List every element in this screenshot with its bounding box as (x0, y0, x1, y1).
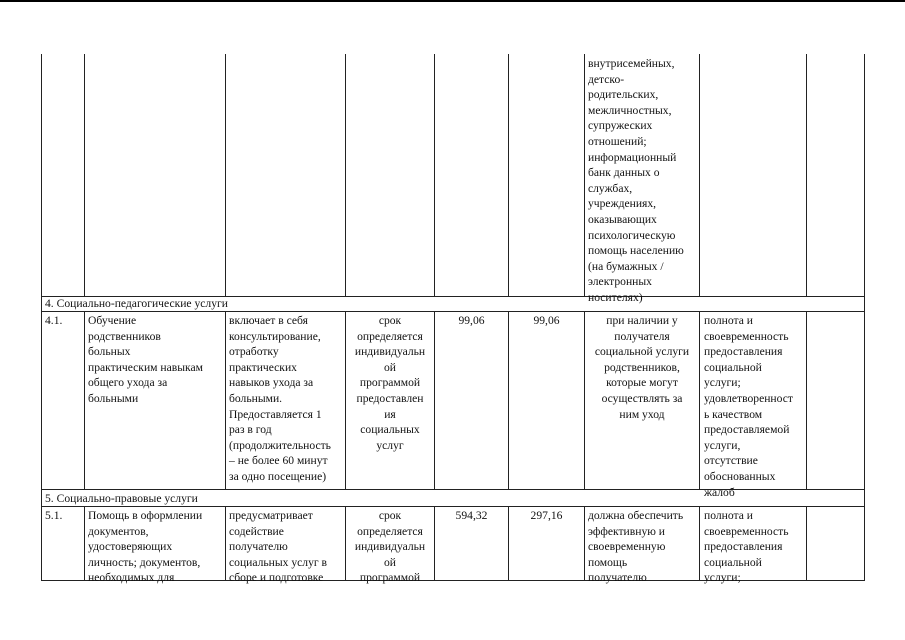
column-divider (508, 311, 509, 489)
column-divider (806, 311, 807, 489)
tariff-value-2: 297,16 (530, 509, 563, 522)
column-divider (225, 311, 226, 489)
column-divider (345, 54, 346, 296)
expected-results-cell: внутрисемейных, детско- родительских, межличностных, супружеских отношений; информационный банк данных о службах, учреждениях, оказывающих психологическую помощь населению (на бумажных / электронных носителях) (588, 57, 684, 304)
column-divider (699, 311, 700, 489)
service-description: предусматривает содействие получателю социальных услуг в сборе и подготовке (229, 509, 328, 585)
quality-indicators: полнота и своевременность предоставления социальной услуги; (704, 509, 789, 585)
row-divider (41, 506, 865, 507)
column-divider (584, 54, 585, 296)
column-divider (225, 506, 226, 581)
row-number: 4.1. (45, 314, 63, 327)
column-divider (699, 506, 700, 581)
service-description: включает в себя консультирование, отработку практических навыков ухода за больными. Предоставляется 1 раз в год (продолжительность – не более 60 минут за одно посещение) (229, 314, 331, 483)
row-divider (41, 311, 865, 312)
service-conditions: при наличии у получателя социальной услуги родственников, которые могут осуществлять за ним уход (594, 314, 690, 421)
section-title: 4. Социально-педагогические услуги (45, 297, 228, 310)
service-name: Обучение родственников больных практическим навыкам общего ухода за больными (88, 314, 203, 405)
column-divider (508, 54, 509, 296)
table-border-left (41, 54, 42, 581)
row-number: 5.1. (45, 509, 63, 522)
column-divider (584, 506, 585, 581)
service-term: срок определяется индивидуальн ой программой (354, 509, 426, 585)
tariff-value-1: 99,06 (458, 314, 485, 327)
tariff-value-1: 594,32 (455, 509, 488, 522)
column-divider (225, 54, 226, 296)
service-term: срок определяется индивидуальн ой программой предоставлен ия социальных услуг (354, 314, 426, 452)
tariff-value-2: 99,06 (533, 314, 560, 327)
column-divider (699, 54, 700, 296)
column-divider (84, 311, 85, 489)
section-title: 5. Социально-правовые услуги (45, 492, 198, 505)
column-divider (806, 506, 807, 581)
column-divider (84, 54, 85, 296)
column-divider (806, 54, 807, 296)
column-divider (434, 311, 435, 489)
column-divider (84, 506, 85, 581)
column-divider (434, 54, 435, 296)
service-name: Помощь в оформлении документов, удостоверяющих личность; документов, необходимых для (88, 509, 203, 585)
quality-indicators: полнота и своевременность предоставления социальной услуги; удовлетворенност ь качеством предоставляемой услуги, отсутствие обоснованных жалоб (704, 314, 793, 499)
service-conditions: должна обеспечить эффективную и своевременную помощь получателю (588, 509, 684, 585)
table-border-right (864, 54, 865, 581)
